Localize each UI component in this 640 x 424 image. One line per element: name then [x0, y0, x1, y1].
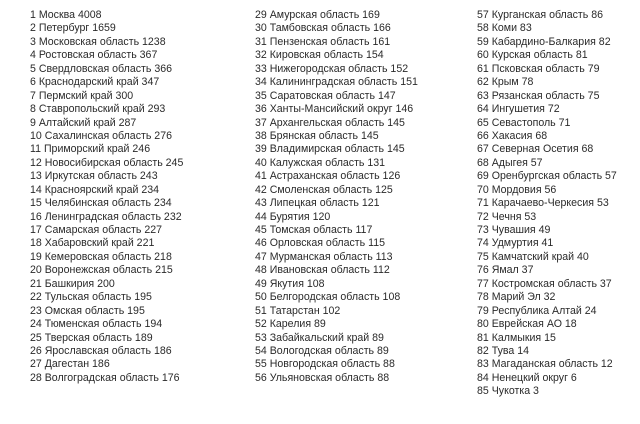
list-item: 3 Московская область 1238: [30, 35, 166, 48]
list-item: 26 Ярославская область 186: [30, 344, 172, 357]
list-item: 46 Орловская область 115: [255, 237, 385, 250]
list-item: 31 Пензенская область 161: [255, 35, 391, 48]
list-item: 19 Кемеровская область 218: [30, 250, 172, 263]
list-item: 42 Смоленская область 125: [255, 183, 393, 196]
list-item: 81 Калмыкия 15: [477, 331, 556, 344]
list-item: 82 Тува 14: [477, 344, 530, 357]
list-item: 20 Воронежская область 215: [30, 264, 173, 277]
list-item: 44 Бурятия 120: [255, 210, 331, 223]
list-item: 18 Хабаровский край 221: [30, 237, 155, 250]
list-item: 1 Москва 4008: [30, 9, 102, 21]
list-item: 40 Калужская область 131: [255, 156, 386, 169]
list-item: 13 Иркутская область 243: [30, 170, 158, 183]
list-item: 45 Томская область 117: [255, 224, 373, 236]
list-item: 71 Карачаево-Черкесия 53: [477, 197, 609, 210]
list-item: 35 Саратовская область 147: [255, 89, 396, 102]
list-item: 33 Нижегородская область 152: [255, 62, 409, 75]
list-column-3: [477, 9, 637, 399]
list-item: 47 Мурманская область 113: [255, 250, 393, 263]
list-item: 49 Якутия 108: [255, 277, 325, 290]
list-item: 73 Чувашия 49: [477, 224, 551, 236]
list-item: 53 Забайкальский край 89: [255, 331, 384, 344]
list-item: 43 Липецкая область 121: [255, 197, 380, 210]
list-item: 27 Дагестан 186: [30, 358, 110, 371]
list-item: 25 Тверская область 189: [30, 331, 153, 344]
list-item: 78 Марий Эл 32: [477, 291, 556, 304]
list-column-2: [255, 9, 465, 385]
list-item: 22 Тульская область 195: [30, 291, 152, 304]
list-item: 10 Сахалинская область 276: [30, 129, 172, 142]
list-item: 65 Севастополь 71: [477, 116, 571, 129]
list-item: 12 Новосибирская область 245: [30, 156, 184, 169]
list-item: 41 Астраханская область 126: [255, 170, 401, 183]
list-item: 14 Красноярский край 234: [30, 183, 160, 196]
list-item: 2 Петербург 1659: [30, 22, 116, 35]
list-item: 75 Камчатский край 40: [477, 250, 589, 263]
list-item: 56 Ульяновская область 88: [255, 371, 390, 384]
list-item: 11 Приморский край 246: [30, 143, 151, 156]
list-column-1: [30, 9, 245, 385]
list-item: 52 Карелия 89: [255, 318, 326, 331]
list-item: 24 Тюменская область 194: [30, 318, 163, 331]
list-item: 50 Белгородская область 108: [255, 291, 401, 304]
list-item: 21 Башкирия 200: [30, 277, 115, 290]
list-item: 51 Татарстан 102: [255, 304, 341, 317]
list-item: 5 Свердловская область 366: [30, 62, 172, 75]
list-item: 37 Архангельская область 145: [255, 116, 405, 129]
list-item: 64 Ингушетия 72: [477, 103, 560, 116]
list-item: 38 Брянская область 145: [255, 129, 379, 142]
list-item: 36 Ханты-Мансийский округ 146: [255, 103, 414, 116]
list-item: 23 Омская область 195: [30, 304, 145, 317]
list-item: 48 Ивановская область 112: [255, 264, 390, 277]
list-item: 85 Чукотка 3: [477, 385, 539, 398]
list-item: 77 Костромская область 37: [477, 277, 612, 290]
list-item: 54 Вологодская область 89: [255, 344, 389, 357]
list-item: 76 Ямал 37: [477, 264, 534, 277]
list-item: 8 Ставропольский край 293: [30, 103, 166, 116]
list-item: 61 Псковская область 79: [477, 62, 600, 75]
list-item: 30 Тамбовская область 166: [255, 22, 391, 35]
list-item: 7 Пермский край 300: [30, 89, 134, 102]
list-item: 84 Ненецкий округ 6: [477, 371, 577, 384]
list-item: 72 Чечня 53: [477, 210, 537, 223]
list-item: 66 Хакасия 68: [477, 129, 548, 142]
list-item: 17 Самарская область 227: [30, 224, 163, 236]
list-item: 67 Северная Осетия 68: [477, 143, 594, 156]
list-item: 57 Курганская область 86: [477, 9, 604, 21]
list-item: 60 Курская область 81: [477, 49, 588, 62]
list-item: 74 Удмуртия 41: [477, 237, 554, 250]
list-item: 6 Краснодарский край 347: [30, 76, 160, 89]
list-item: 32 Кировская область 154: [255, 49, 384, 62]
list-item: 70 Мордовия 56: [477, 183, 557, 196]
list-item: 58 Коми 83: [477, 22, 532, 35]
list-item: 55 Новгородская область 88: [255, 358, 395, 371]
list-item: 80 Еврейская АО 18: [477, 318, 577, 331]
list-item: 59 Кабардино-Балкария 82: [477, 35, 611, 48]
list-item: 28 Волгоградская область 176: [30, 371, 180, 384]
list-item: 29 Амурская область 169: [255, 9, 380, 21]
list-item: 63 Рязанская область 75: [477, 89, 600, 102]
list-item: 4 Ростовская область 367: [30, 49, 158, 62]
list-item: 9 Алтайский край 287: [30, 116, 137, 129]
list-item: 62 Крым 78: [477, 76, 534, 89]
list-item: 39 Владимирская область 145: [255, 143, 405, 156]
list-item: 15 Челябинская область 234: [30, 197, 172, 210]
list-item: 79 Республика Алтай 24: [477, 304, 597, 317]
list-item: 68 Адыгея 57: [477, 156, 543, 169]
list-item: 34 Калининградская область 151: [255, 76, 418, 89]
list-item: 69 Оренбургская область 57: [477, 170, 617, 183]
list-item: 16 Ленинградская область 232: [30, 210, 182, 223]
list-item: 83 Магаданская область 12: [477, 358, 613, 371]
